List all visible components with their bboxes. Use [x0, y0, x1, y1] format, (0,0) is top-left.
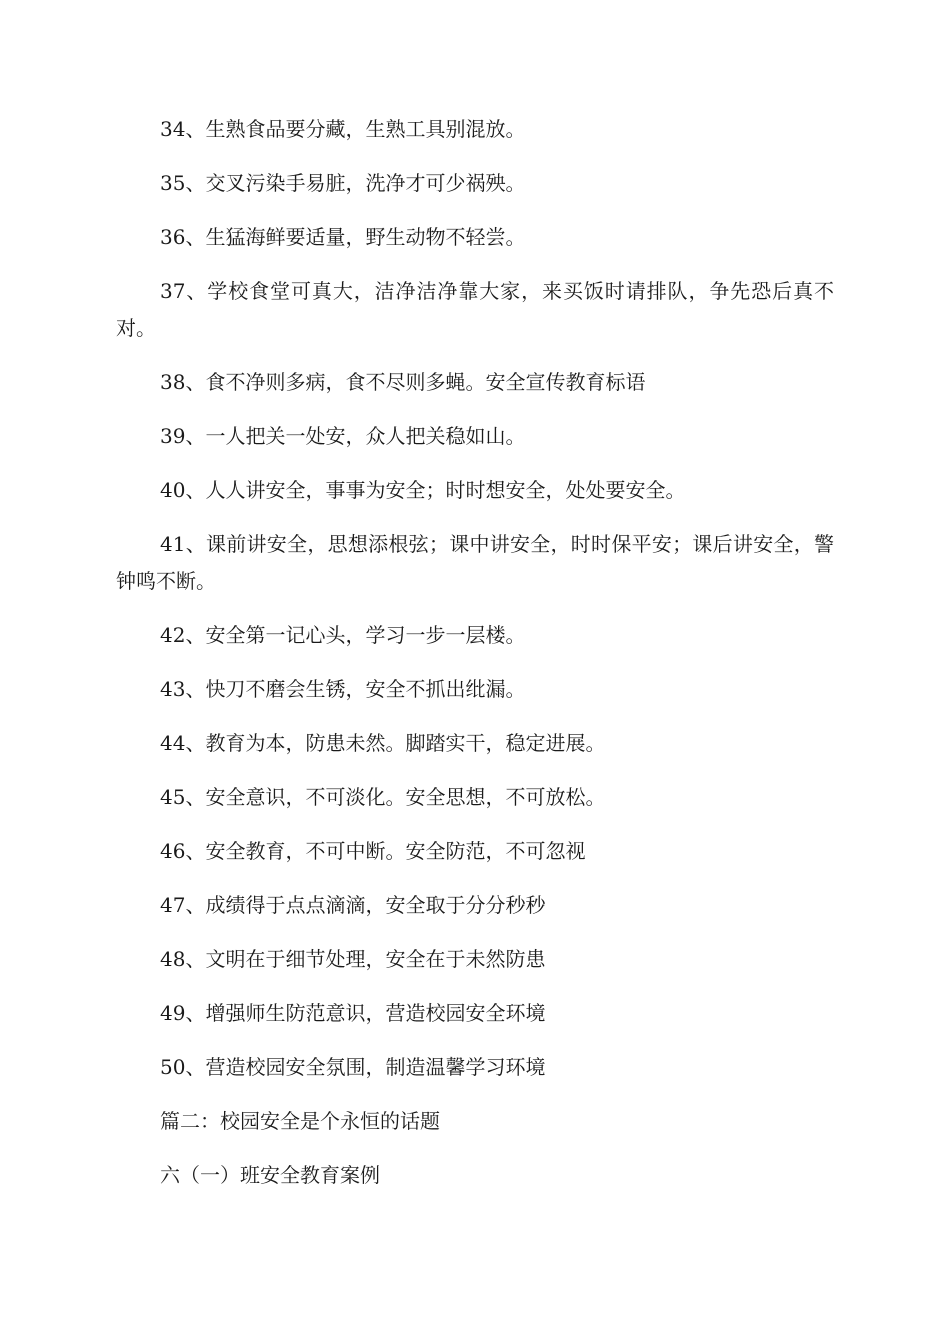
- case-title: 六（一）班安全教育案例: [160, 1163, 380, 1187]
- slogan-39: 39、一人把关一处安，众人把关稳如山。: [160, 424, 526, 448]
- slogan-40: 40、人人讲安全，事事为安全；时时想安全，处处要安全。: [160, 478, 686, 502]
- slogan-38: 38、食不净则多病，食不尽则多蝇。安全宣传教育标语: [160, 370, 646, 394]
- slogan-34: 34、生熟食品要分藏，生熟工具别混放。: [160, 117, 526, 141]
- slogan-35: 35、交叉污染手易脏，洗净才可少祸殃。: [160, 171, 526, 195]
- slogan-49: 49、增强师生防范意识，营造校园安全环境: [160, 1001, 546, 1025]
- slogan-46: 46、安全教育，不可中断。安全防范，不可忽视: [160, 839, 586, 863]
- slogan-41: 41、课前讲安全，思想添根弦；课中讲安全，时时保平安；课后讲安全，警钟鸣不断。: [116, 532, 834, 593]
- slogan-44: 44、教育为本，防患未然。脚踏实干，稳定进展。: [160, 731, 606, 755]
- slogan-37: 37、学校食堂可真大，洁净洁净靠大家，来买饭时请排队，争先恐后真不对。: [116, 279, 834, 340]
- document-body: [116, 111, 834, 1211]
- slogan-42: 42、安全第一记心头，学习一步一层楼。: [160, 623, 526, 647]
- slogan-50: 50、营造校园安全氛围，制造温馨学习环境: [160, 1055, 546, 1079]
- slogan-43: 43、快刀不磨会生锈，安全不抓出纰漏。: [160, 677, 526, 701]
- slogan-47: 47、成绩得于点点滴滴，安全取于分分秒秒: [160, 893, 546, 917]
- section-heading: 篇二：校园安全是个永恒的话题: [160, 1109, 440, 1133]
- slogan-48: 48、文明在于细节处理，安全在于未然防患: [160, 947, 546, 971]
- slogan-45: 45、安全意识，不可淡化。安全思想，不可放松。: [160, 785, 606, 809]
- slogan-36: 36、生猛海鲜要适量，野生动物不轻尝。: [160, 225, 526, 249]
